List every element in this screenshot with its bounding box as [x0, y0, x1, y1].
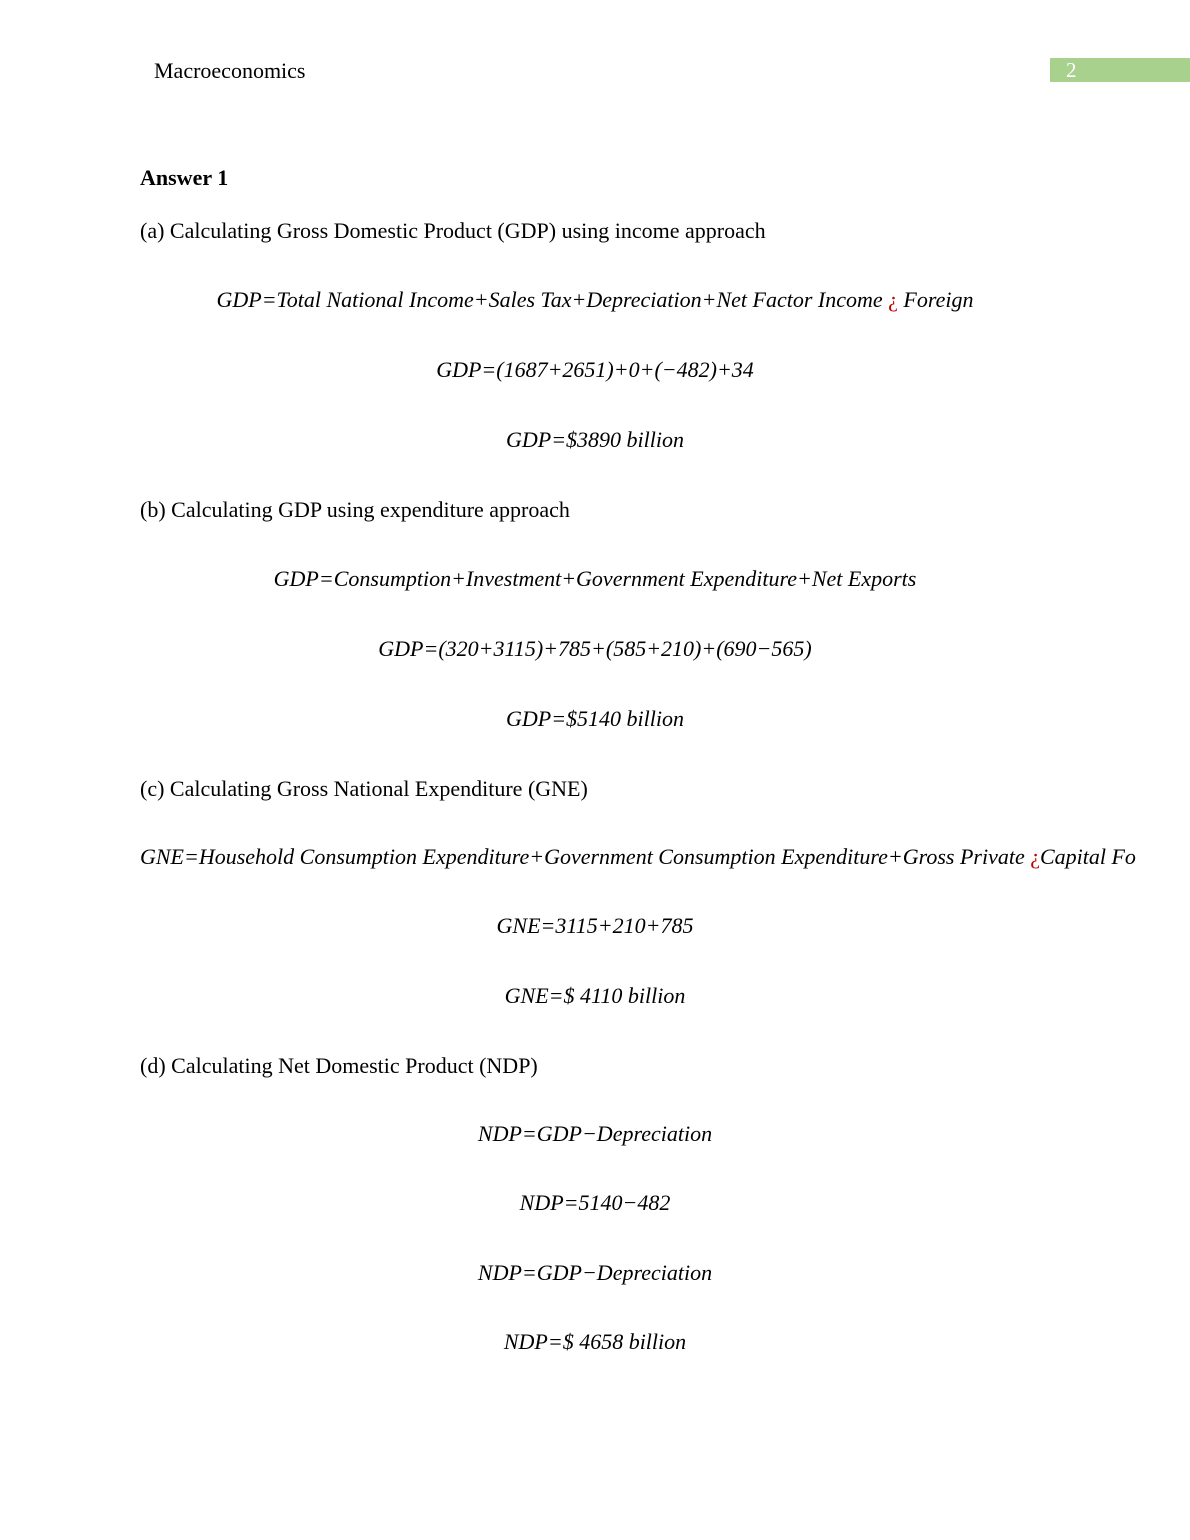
- part-b-formula: GDP=Consumption+Investment+Government Expenditure+Net Exports: [273, 566, 917, 591]
- part-a-formula-main: GDP=Total National Income+Sales Tax+Depreciation+Net Factor Income: [216, 287, 883, 312]
- part-d-substitution: NDP=5140−482: [519, 1190, 671, 1215]
- part-d-result: NDP=$ 4658 billion: [503, 1329, 687, 1354]
- part-b-label: (b) Calculating GDP using expenditure approach: [140, 497, 570, 522]
- part-d-label: (d) Calculating Net Domestic Product (NDP): [140, 1053, 538, 1078]
- part-a-substitution: GDP=(1687+2651)+0+(−482)+34: [436, 357, 754, 382]
- part-c-formula-tail: Capital Fo: [1039, 844, 1136, 869]
- part-d-formula-repeat: NDP=GDP−Depreciation: [477, 1260, 713, 1285]
- part-c-formula: [140, 842, 1136, 872]
- part-d-formula: NDP=GDP−Depreciation: [477, 1121, 713, 1146]
- part-c-formula-mark: ¿: [1030, 844, 1040, 869]
- part-c-result: GNE=$ 4110 billion: [504, 983, 686, 1008]
- part-c-label: (c) Calculating Gross National Expenditure (GNE): [140, 776, 588, 801]
- part-a-formula: [0, 285, 1190, 315]
- part-a-label: (a) Calculating Gross Domestic Product (GDP) using income approach: [140, 218, 766, 243]
- part-c-formula-main: GNE=Household Consumption Expenditure+Government Consumption Expenditure+Gross Private: [140, 844, 1025, 869]
- page-number-badge: 2: [1050, 58, 1190, 82]
- part-a-result: GDP=$3890 billion: [505, 427, 684, 452]
- part-c-substitution: GNE=3115+210+785: [496, 913, 694, 938]
- part-b-result: GDP=$5140 billion: [505, 706, 684, 731]
- running-header-title: Macroeconomics: [154, 58, 306, 83]
- part-b-substitution: GDP=(320+3115)+785+(585+210)+(690−565): [378, 636, 812, 661]
- section-heading: Answer 1: [140, 165, 229, 190]
- part-a-formula-mark: ¿: [888, 287, 898, 312]
- part-a-formula-tail: Foreign: [903, 287, 974, 312]
